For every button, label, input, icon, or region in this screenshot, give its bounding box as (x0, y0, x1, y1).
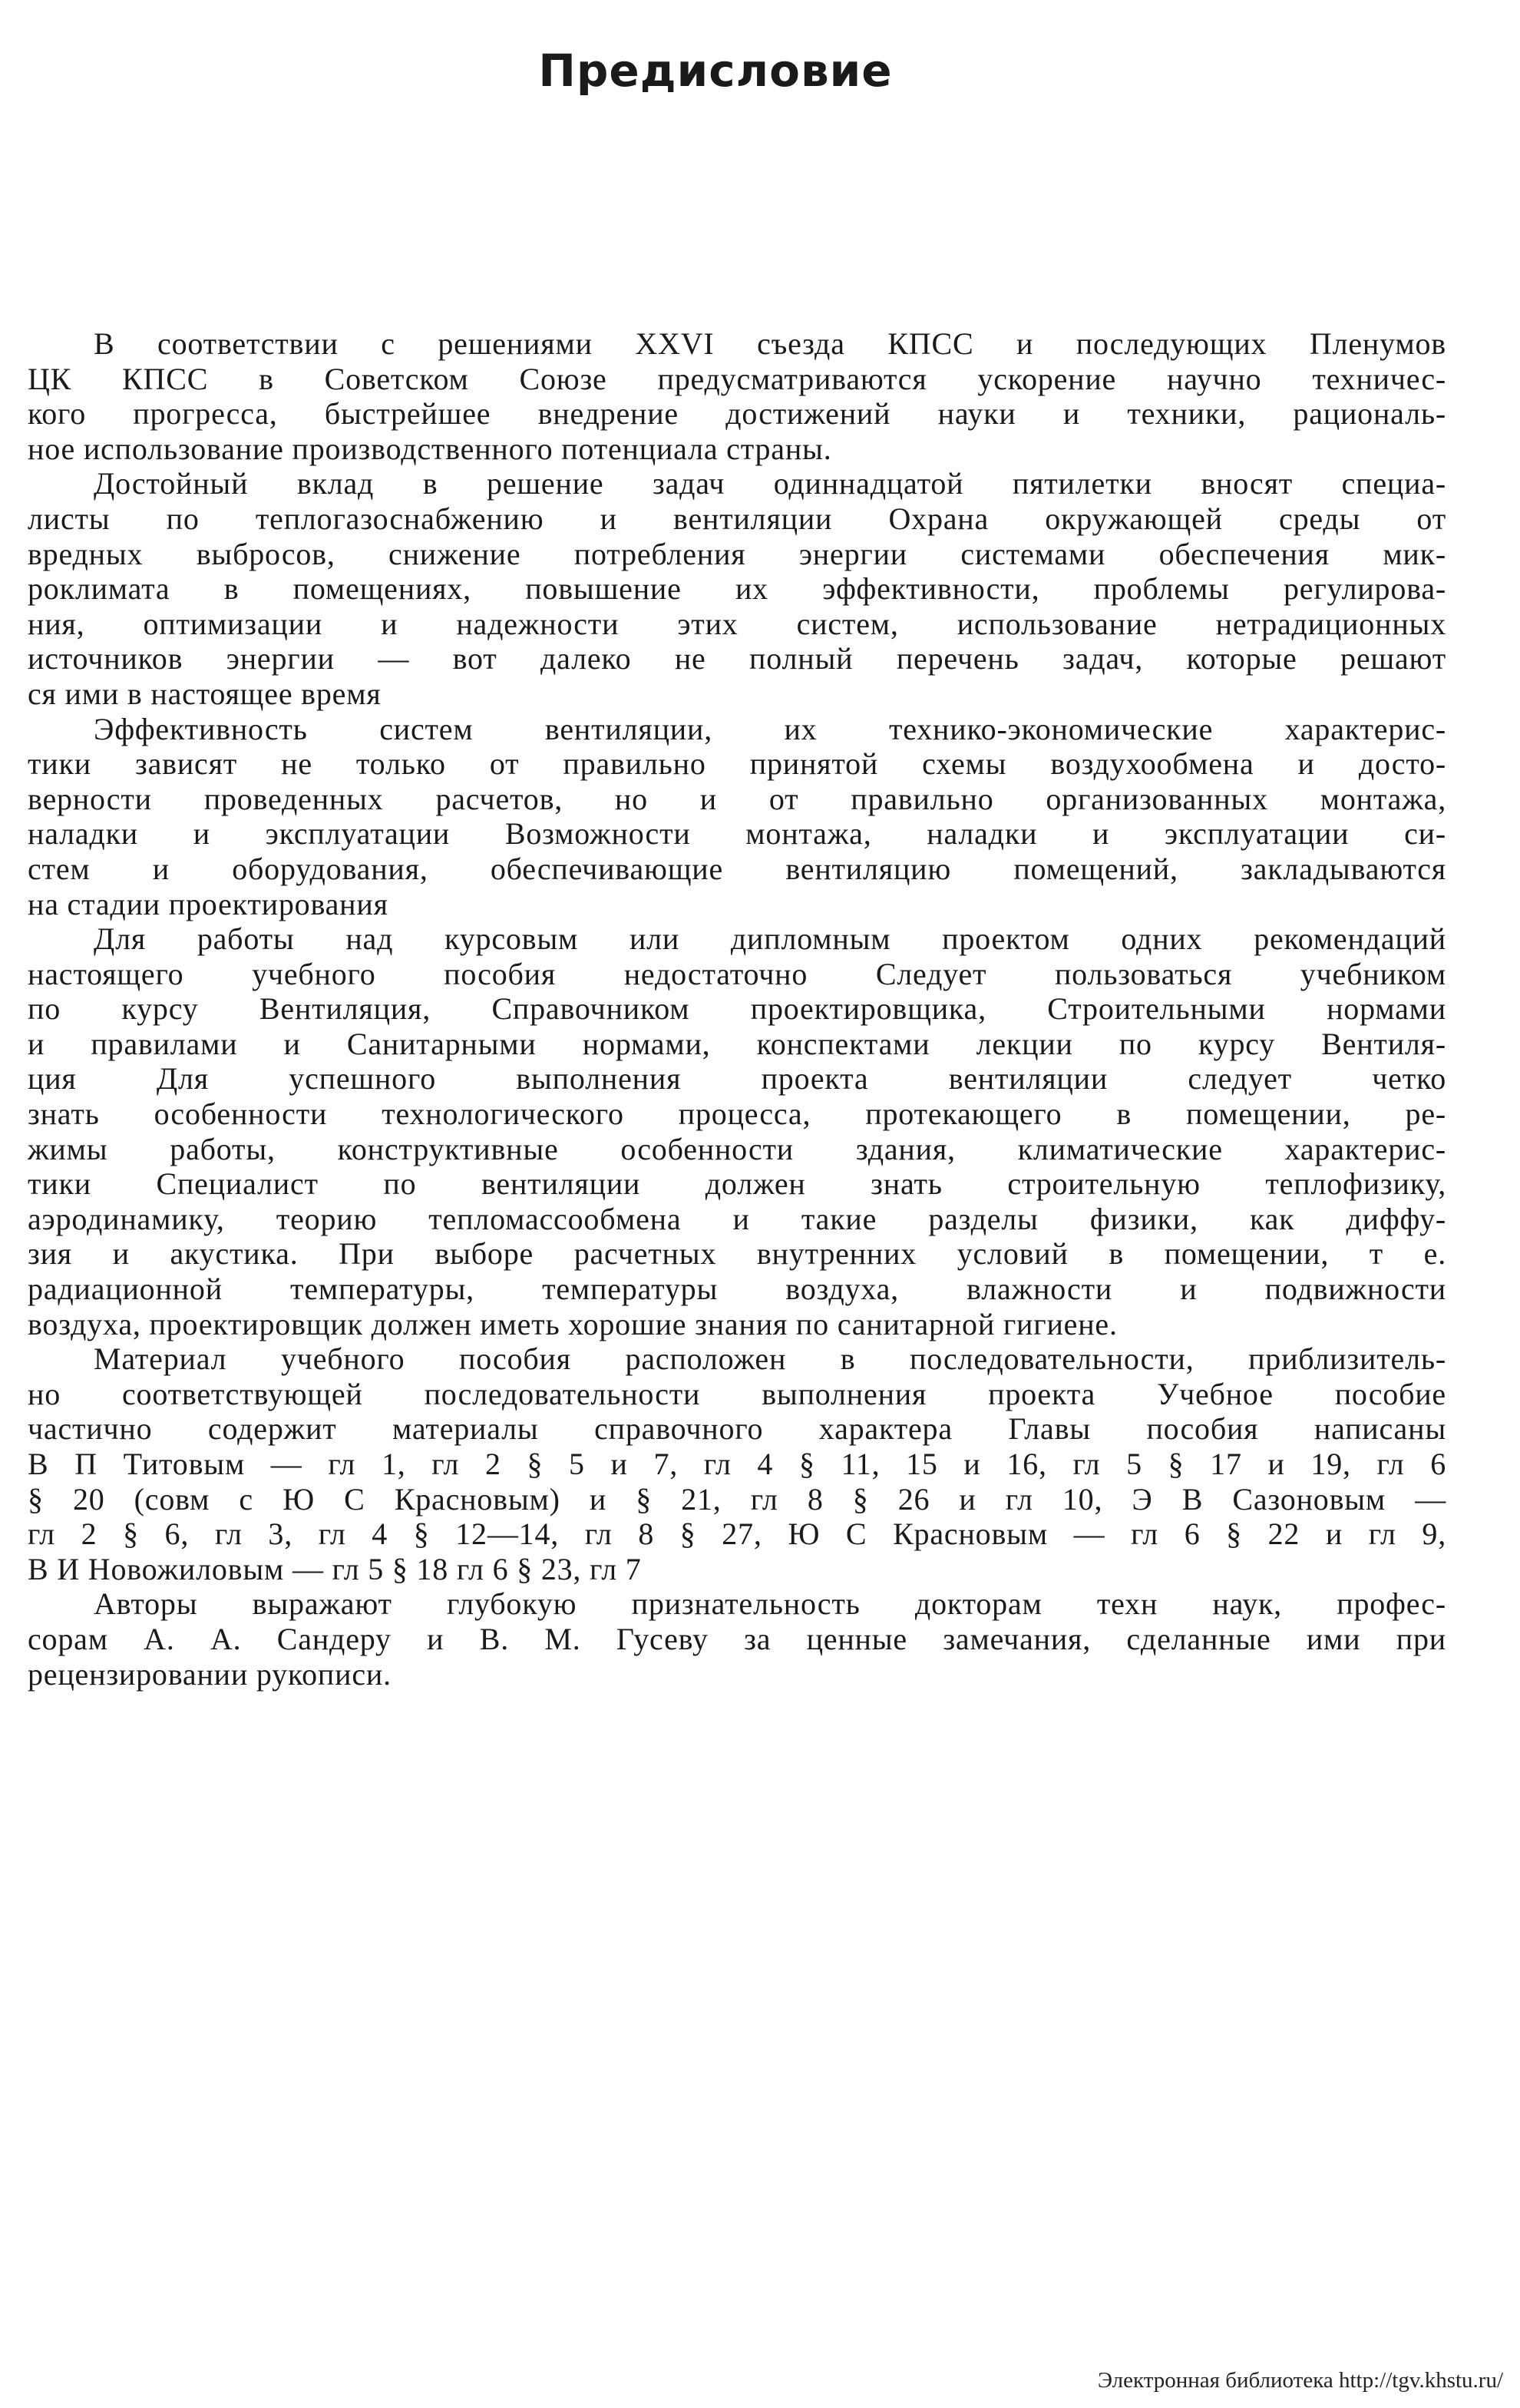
text-line: на стадии проектирования (28, 886, 388, 921)
paragraph (28, 921, 1446, 1341)
text-line: В соответствии с решениями XXVI съезда КПСС и последующих Пленумов (94, 326, 1446, 361)
text-line: ное использование производственного потенциала страны. (28, 431, 832, 466)
text-line: рецензировании рукописи. (28, 1656, 392, 1692)
text-line: тики зависят не только от правильно принятой схемы воздухообмена и досто- (28, 746, 1446, 782)
paragraph (28, 326, 1446, 466)
text-line: наладки и эксплуатации Возможности монтажа, наладки и эксплуатации си- (28, 816, 1446, 852)
text-line: воздуха, проектировщик должен иметь хорошие знания по санитарной гигиене. (28, 1306, 1118, 1341)
text-line: сорам А. А. Сандеру и В. М. Гусеву за ценные замечания, сделанные ими при (28, 1621, 1446, 1656)
text-line: листы по теплогазоснабжению и вентиляции Охрана окружающей среды от (28, 501, 1446, 536)
text-line: жимы работы, конструктивные особенности здания, климатические характерис- (28, 1131, 1446, 1166)
text-line: В П Титовым — гл 1, гл 2 § 5 и 7, гл 4 § 11, 15 и 16, гл 5 § 17 и 19, гл 6 (28, 1447, 1446, 1481)
text-line: частично содержит материалы справочного характера Главы пособия написаны (28, 1411, 1446, 1447)
text-line: тики Специалист по вентиляции должен знать строительную теплофизику, (28, 1166, 1446, 1202)
paragraph (28, 1586, 1446, 1692)
text-line: Авторы выражают глубокую признательность докторам техн наук, профес- (94, 1586, 1446, 1622)
preface-body (28, 326, 1446, 1692)
text-line: зия и акустика. При выборе расчетных внутренних условий в помещении, т е. (28, 1236, 1446, 1272)
text-line: § 20 (совм с Ю С Красновым) и § 21, гл 8 § 26 и гл 10, Э В Сазоновым — (28, 1481, 1446, 1517)
library-footer-note: Электронная библиотека http://tgv.khstu.ru/ (1097, 2368, 1503, 2393)
text-line: Эффективность систем вентиляции, их технико-экономические характерис- (94, 711, 1446, 746)
text-line: настоящего учебного пособия недостаточно Следует пользоваться учебником (28, 956, 1446, 991)
text-line: аэродинамику, теорию тепломассообмена и такие разделы физики, как диффу- (28, 1201, 1446, 1236)
text-line: стем и оборудования, обеспечивающие вентиляцию помещений, закладываются (28, 851, 1446, 886)
text-line: кого прогресса, быстрейшее внедрение достижений науки и техники, рациональ- (28, 396, 1446, 432)
text-line: но соответствующей последовательности выполнения проекта Учебное пособие (28, 1376, 1446, 1411)
text-line: вредных выбросов, снижение потребления энергии системами обеспечения мик- (28, 536, 1446, 571)
paragraph (28, 712, 1446, 922)
text-line: Достойный вклад в решение задач одиннадцатой пятилетки вносят специа- (94, 466, 1446, 501)
text-line: по курсу Вентиляция, Справочником проектировщика, Строительными нормами (28, 991, 1446, 1027)
text-line: Для работы над курсовым или дипломным проектом одних рекомендаций (94, 921, 1446, 957)
text-line: В И Новожиловым — гл 5 § 18 гл 6 § 23, гл 7 (28, 1551, 642, 1586)
text-line: ся ими в настоящее время (28, 676, 382, 711)
text-line: источников энергии — вот далеко не полный перечень задач, которые решают (28, 641, 1446, 676)
text-line: радиационной температуры, температуры воздуха, влажности и подвижности (28, 1272, 1446, 1307)
text-line: и правилами и Санитарными нормами, конспектами лекции по курсу Вентиля- (28, 1026, 1446, 1061)
text-line: ЦК КПСС в Советском Союзе предусматриваются ускорение научно техничес- (28, 361, 1446, 396)
text-line: верности проведенных расчетов, но и от правильно организованных монтажа, (28, 781, 1446, 816)
text-line: ния, оптимизации и надежности этих систем, использование нетрадиционных (28, 606, 1446, 641)
paragraph (28, 1341, 1446, 1586)
text-line: знать особенности технологического процесса, протекающего в помещении, ре- (28, 1096, 1446, 1132)
text-line: Материал учебного пособия расположен в последовательности, приблизитель- (94, 1341, 1446, 1377)
text-line: гл 2 § 6, гл 3, гл 4 § 12—14, гл 8 § 27, Ю С Красновым — гл 6 § 22 и гл 9, (28, 1517, 1446, 1552)
paragraph (28, 466, 1446, 711)
page-title: Предисловие (538, 45, 893, 97)
text-line: роклимата в помещениях, повышение их эффективности, проблемы регулирова- (28, 571, 1446, 607)
text-line: ция Для успешного выполнения проекта вентиляции следует четко (28, 1061, 1446, 1096)
